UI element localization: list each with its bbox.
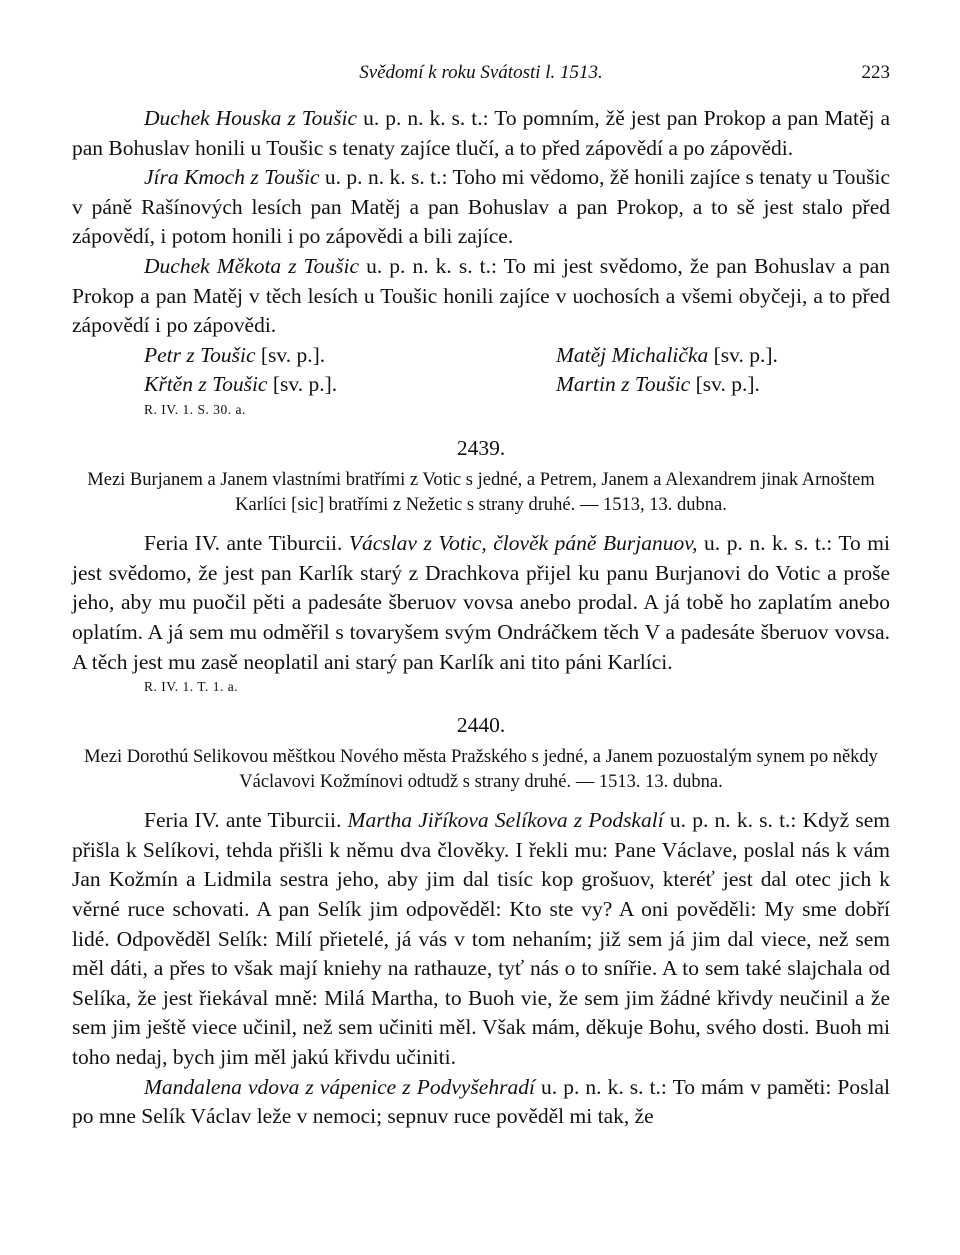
signatory-name: Petr z Toušic — [144, 342, 256, 367]
witness-name: Duchek Měkota z Toušic — [144, 253, 360, 278]
signature — [556, 341, 960, 371]
testimony-text: u. p. n. k. s. t.: To mi jest svědomo, že pan Bohuslav a pan Prokop a pan Matěj v těch lesích u Toušic honili zajíce v uochosích a všemi obyčeji, a to před zápovědí i po zápovědi. — [72, 253, 891, 338]
testimony-paragraph — [72, 1073, 890, 1132]
archival-reference: R. IV. 1. S. 30. a. — [144, 401, 246, 417]
witness-name: Mandalena vdova z vápenice z Podvyšehradí — [144, 1074, 535, 1099]
page — [72, 62, 890, 1132]
signature-note: [sv. p.]. — [708, 342, 778, 367]
testimony-paragraph — [72, 252, 890, 341]
document-heading: Mezi Burjanem a Janem vlastními bratřími z Votic s jedné, a Petrem, Janem a Alexandrem jinak Arnoštem Karlíci [sic] bratřími z Nežetic s strany druhé. — 1513, 13. dubna. — [87, 469, 875, 515]
document-heading: Mezi Dorothú Selikovou měštkou Nového města Pražského s jedné, a Janem pozuostalým synem po někdy Václavovi Kožmínovi odtudž s strany druhé. — 1513. 13. dubna. — [84, 747, 878, 792]
signatory-name: Matěj Michalička — [556, 342, 709, 367]
witness-name: Vácslav z Votic, člověk páně Burjanuov, — [348, 531, 698, 556]
signature — [556, 370, 960, 400]
date-line: Feria IV. ante Tiburcii. — [144, 808, 348, 833]
date-line: Feria IV. ante Tiburcii. — [144, 531, 349, 556]
testimony-text: u. p. n. k. s. t.: Když sem přišla k Selíkovi, tehda přišli k němu dva člověky. I řekli mu: Pane Václave, poslal nás k vám Jan Kožmín a Lidmila sestra jeho, aby jim dal tisíc kop grošuov, kteréť jest dal otec jich k věrné ruce schovati. A pan Selík jim odpověděl: Kto ste vy? A oni pověděli: My sme dobří lidé. Odpověděl Selík: Milí přietelé, já vás v tom nehaním; již sem já jim dal viece, než sem měl dáti, a přes to však mají kniehy na rathauze, tyť nás o to snířie. A to sem také slajchala od Selíka, že jest řiekával mně: Milá Martha, to Buoh vie, že sem jim žádné křivdy neučinil a že sem jim ještě viece učinil, než sem učiniti měl. Však mám, děkuje Bohu, svého dosti. Buoh mi toho nedaj, bych jim měl jakú křivdu učiniti. — [72, 808, 890, 1070]
testimony-text: u. p. n. k. s. t.: To mám v paměti: Poslal po mne Selík Václav leže v nemoci; sepnuv ruce pověděl mi tak, že — [72, 1074, 890, 1129]
signature-note: [sv. p.]. — [267, 372, 338, 397]
running-head — [72, 62, 890, 92]
signature — [144, 370, 556, 400]
signatory-name: Martin z Toušic — [556, 372, 691, 397]
testimony-paragraph — [72, 806, 890, 1072]
testimony-text: u. p. n. k. s. t.: Toho mi vědomo, žě honili zajíce s tenaty u Toušic v páně Rašínových lesích pan Matěj a pan Bohuslav a pan Prokop, a to sě jest stalo před zápovědí, i potom honili i po zápovědi a bili zajíce. — [72, 165, 891, 249]
testimony-text: u. p. n. k. s. t.: To pomním, žě jest pan Prokop a pan Matěj a pan Bohuslav honili u Toušic s tenaty zajíce tlučí, a to před zápovědí a po zápovědi. — [72, 106, 891, 160]
signature-note: [sv. p.]. — [690, 372, 760, 397]
document-number: 2440. — [456, 713, 506, 738]
signature-note: [sv. p.]. — [255, 342, 326, 367]
page-number: 223 — [861, 62, 890, 83]
testimony-paragraph — [72, 529, 890, 677]
testimony-text: u. p. n. k. s. t.: To mi jest svědomo, že jest pan Karlík starý z Drachkova přijel ku panu Burjanovi do Votic a proše jeho, aby mu puočil pěti a padesáte šberuov vovsa anebo prodal. A já tobě ho zaplatím anebo oplatím. A já sem mu odměřil s tovaryšem svým Ondráčkem těch V a padesáte šberuov vovsa. A těch jest mu zasě neoplatil ani starý pan Karlík ani tito páni Karlíci. — [72, 531, 890, 674]
testimony-paragraph — [72, 104, 890, 163]
signature — [144, 341, 556, 371]
testimony-paragraph — [72, 163, 890, 252]
witness-name: Martha Jiříkova Selíkova z Podskalí — [347, 808, 664, 833]
witness-name: Jíra Kmoch z Toušic — [144, 165, 320, 190]
archival-reference: R. IV. 1. T. 1. a. — [144, 679, 239, 695]
running-title: Svědomí k roku Svátosti l. 1513. — [359, 62, 603, 83]
signatory-name: Křtěn z Toušic — [144, 372, 268, 397]
signature-list — [72, 341, 890, 400]
witness-name: Duchek Houska z Toušic — [144, 106, 358, 130]
document-number: 2439. — [456, 435, 506, 460]
